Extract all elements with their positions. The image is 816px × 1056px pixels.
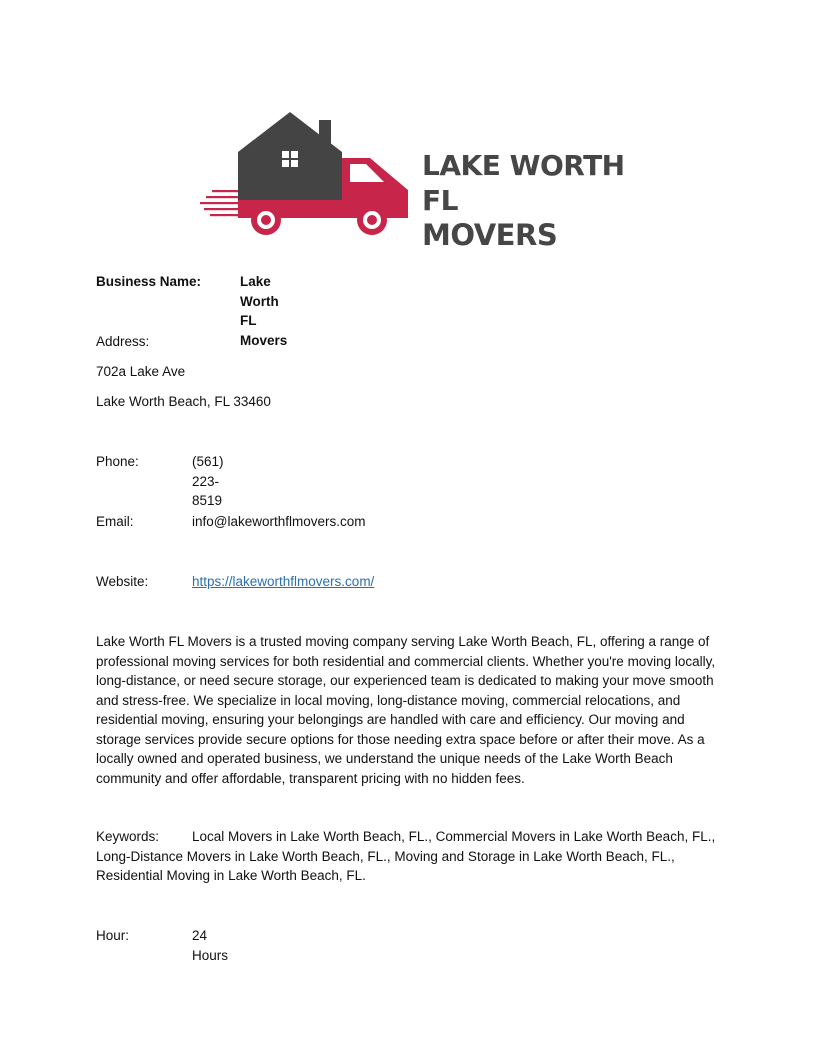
website-link[interactable]: https://lakeworthflmovers.com/ <box>192 574 375 589</box>
business-description: Lake Worth FL Movers is a trusted moving company serving Lake Worth Beach, FL, offering a range of professional moving services for both residential and commercial clients. Whether you're moving locally, long-distance, or need secure storage, our experienced team is dedicated to making your move smooth and stress-free. We specialize in local moving, long-distance moving, commercial relocations, and residential moving, ensuring your belongings are handled with care and efficiency. Our moving and storage services provide secure options for those needing extra space before or after their move. As a locally owned and operated business, we understand the unique needs of the Lake Worth Beach community and offer affordable, transparent pricing with no hidden fees. <box>96 634 716 786</box>
phone-value: (561) 223-8519 <box>192 454 224 508</box>
keywords-block <box>96 827 726 886</box>
company-logo <box>198 108 648 252</box>
address-line-2: Lake Worth Beach, FL 33460 <box>96 394 271 409</box>
hours-label: Hour: <box>96 928 130 943</box>
address-label: Address: <box>96 334 150 349</box>
website-row <box>96 572 375 592</box>
email-value: info@lakeworthflmovers.com <box>192 514 366 529</box>
hours-value: 24 Hours <box>192 928 229 963</box>
email-row <box>96 512 366 532</box>
business-name-label: Business Name: <box>96 274 202 289</box>
website-label: Website: <box>96 574 149 589</box>
logo-line-1: LAKE WORTH FL <box>422 149 625 217</box>
hours-row <box>96 926 229 963</box>
logo-wordmark <box>422 148 648 253</box>
phone-row <box>96 452 224 508</box>
email-label: Email: <box>96 514 134 529</box>
phone-label: Phone: <box>96 454 139 469</box>
moving-truck-house-icon <box>198 108 418 240</box>
keywords-label: Keywords: <box>96 829 160 844</box>
keywords-value: Local Movers in Lake Worth Beach, FL., Commercial Movers in Lake Worth Beach, FL., Long-Distance Movers in Lake Worth Beach, FL., Moving and Storage in Lake Worth Beach, FL., Residential Moving in Lake Worth Beach, FL. <box>96 829 716 883</box>
address-line-1: 702a Lake Ave <box>96 364 186 379</box>
business-name-value: Lake Worth FL Movers <box>240 274 288 348</box>
logo-line-2: MOVERS <box>422 218 558 252</box>
